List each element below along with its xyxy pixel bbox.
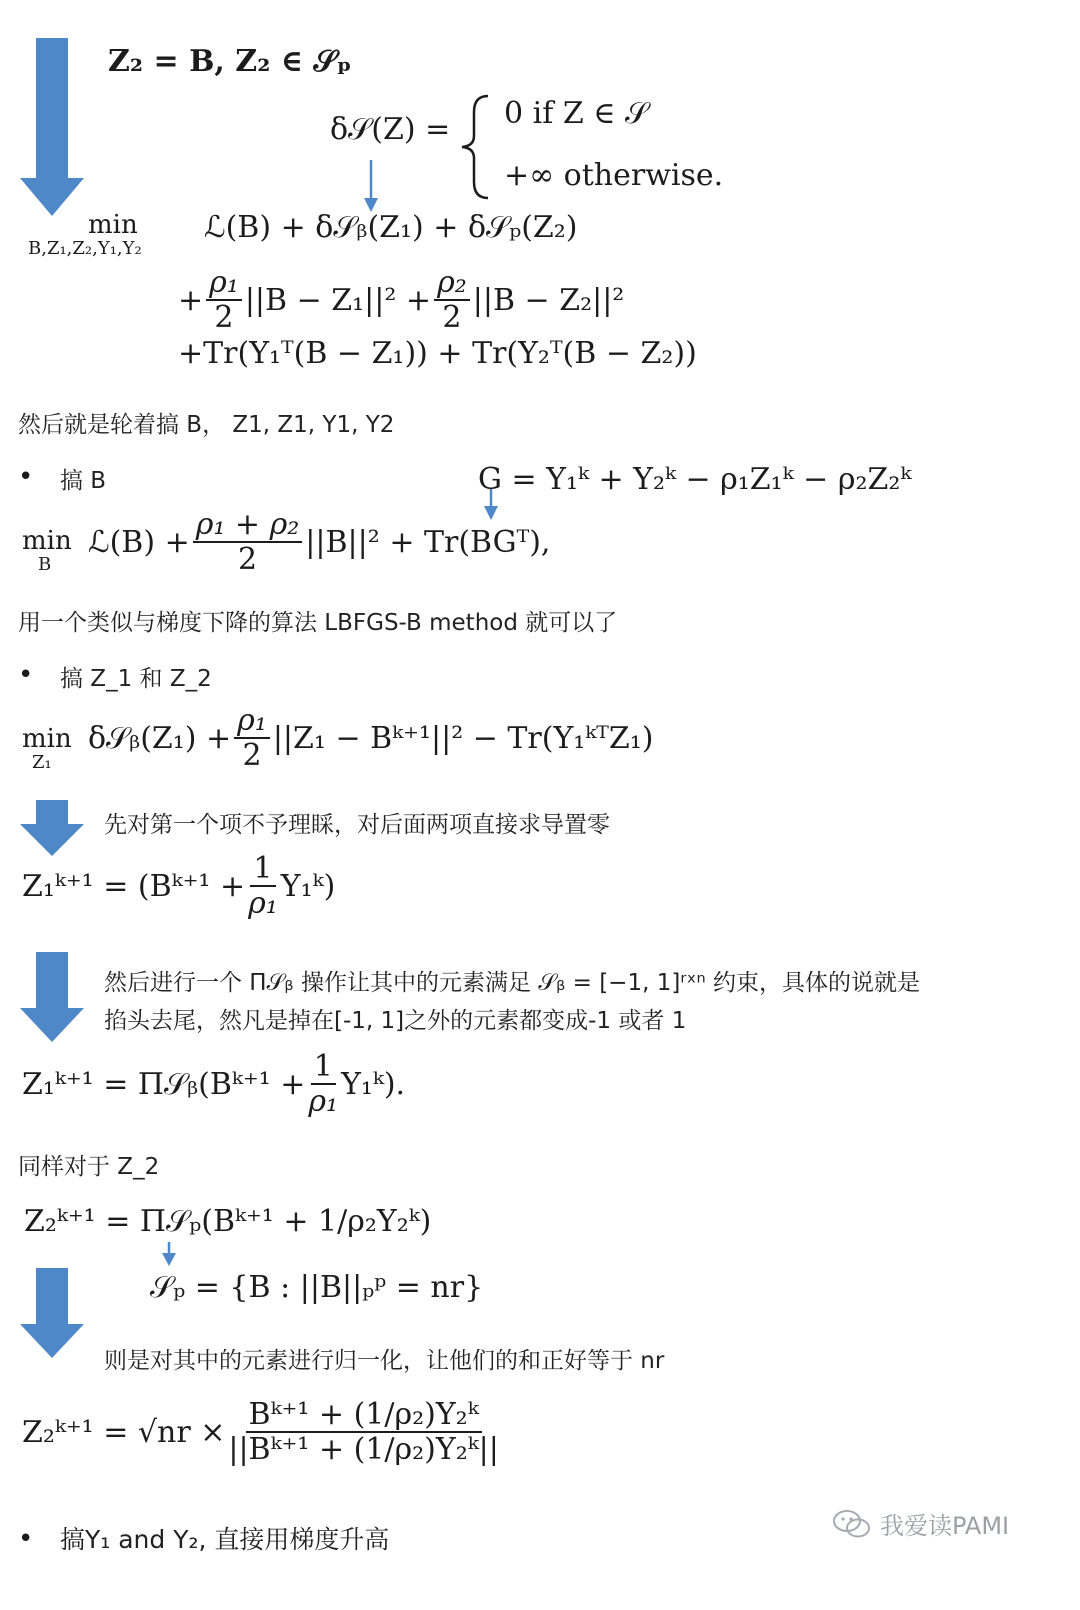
paragraph-normalize: 则是对其中的元素进行归一化，让他们的和正好等于 nr <box>104 1348 665 1374</box>
fraction-rho2-over-2 <box>434 266 470 336</box>
watermark <box>832 1506 1009 1541</box>
fraction-rho1-over-2 <box>234 704 270 774</box>
numerator: ρ₁ <box>234 704 270 739</box>
plus-sign: + <box>178 283 204 319</box>
paragraph-lbfgs: 用一个类似与梯度下降的算法 LBFGS-B method 就可以了 <box>18 610 618 636</box>
z1-projection-rhs: Y₁ᵏ). <box>341 1067 406 1103</box>
min-label: min <box>22 724 72 754</box>
numerator: 1 <box>311 1050 336 1085</box>
z2-final-lhs: Z₂ᵏ⁺¹ = √nr × <box>22 1415 226 1451</box>
min-subscript: B,Z₁,Z₂,Y₁,Y₂ <box>28 238 142 259</box>
min-label: min <box>88 210 138 240</box>
min-b-objective <box>88 508 550 578</box>
z1-update-equation <box>22 852 335 922</box>
bullet-icon: • <box>18 462 34 492</box>
down-arrow-icon <box>18 800 86 858</box>
z1-projection-lhs: Z₁ᵏ⁺¹ = Π𝒮ᵦ(Bᵏ⁺¹ + <box>22 1067 306 1103</box>
objective-line-1: ℒ(B) + δ𝒮ᵦ(Z₁) + δ𝒮ₚ(Z₂) <box>204 210 578 245</box>
objective-line-2 <box>178 266 624 336</box>
numerator: Bᵏ⁺¹ + (1/ρ₂)Y₂ᵏ <box>246 1398 482 1433</box>
bullet-solve-b: 搞 B <box>60 468 107 494</box>
norm-term-2: ||B − Z₂||² <box>472 283 625 319</box>
indicator-case-1: 0 if Z ∈ 𝒮 <box>504 96 649 131</box>
norm-term-1: ||B − Z₁||² + <box>244 283 432 319</box>
numerator: ρ₁ + ρ₂ <box>193 508 303 543</box>
bullet-solve-z: 搞 Z_1 和 Z_2 <box>60 666 212 692</box>
paragraph-same-for-z2: 同样对于 Z_2 <box>18 1154 160 1180</box>
min-z1-objective <box>88 704 653 774</box>
fraction-rho1-over-2 <box>206 266 242 336</box>
paragraph-projection-1: 然后进行一个 Π𝒮ᵦ 操作让其中的元素满足 𝒮ᵦ = [−1, 1]ʳˣⁿ 约束，具体的说就是 <box>104 970 920 996</box>
z1-projection-equation <box>22 1050 405 1120</box>
fraction-1-over-rho1 <box>248 852 278 922</box>
bullet-icon: • <box>18 660 34 690</box>
norm-trace-term: ||Z₁ − Bᵏ⁺¹||² − Tr(Y₁ᵏᵀZ₁) <box>272 721 654 757</box>
numerator: ρ₁ <box>206 266 242 301</box>
denominator: ||Bᵏ⁺¹ + (1/ρ₂)Y₂ᵏ|| <box>228 1432 499 1467</box>
denominator: 2 <box>242 738 262 773</box>
min-subscript: Z₁ <box>32 752 52 773</box>
numerator: 1 <box>250 852 275 887</box>
watermark-text: 我爱读PAMI <box>880 1512 1010 1540</box>
z2-final-equation <box>22 1398 502 1468</box>
brace-icon <box>456 92 496 202</box>
z2-projection-equation: Z₂ᵏ⁺¹ = Π𝒮ₚ(Bᵏ⁺¹ + 1/ρ₂Y₂ᵏ) <box>24 1204 432 1239</box>
paragraph-alternate: 然后就是轮着搞 B， Z1, Z1, Y1, Y2 <box>18 412 395 438</box>
indicator-term: δ𝒮ᵦ(Z₁) + <box>88 721 232 757</box>
down-arrow-icon <box>18 38 86 218</box>
denominator: ρ₁ <box>308 1084 339 1119</box>
norm-trace-term: ||B||² + Tr(BGᵀ), <box>305 525 551 561</box>
wechat-icon <box>832 1508 872 1540</box>
bullet-solve-y: 搞Y₁ and Y₂, 直接用梯度升高 <box>60 1525 390 1554</box>
denominator: 2 <box>214 300 234 335</box>
fraction-normalized <box>228 1398 499 1468</box>
indicator-case-2: +∞ otherwise. <box>504 158 724 193</box>
z1-update-rhs: Y₁ᵏ) <box>280 869 336 905</box>
sp-set-definition: 𝒮ₚ = {B : ||B||ₚᵖ = nr} <box>150 1270 484 1305</box>
min-label: min <box>22 526 72 556</box>
indicator-function-lhs: δ𝒮(Z) = <box>330 112 451 147</box>
fraction-1-over-rho1 <box>308 1050 338 1120</box>
g-definition: G = Y₁ᵏ + Y₂ᵏ − ρ₁Z₁ᵏ − ρ₂Z₂ᵏ <box>478 462 912 497</box>
fraction-rho-sum-over-2 <box>193 508 303 578</box>
numerator: ρ₂ <box>434 266 470 301</box>
down-arrow-icon <box>18 1268 86 1360</box>
z1-update-lhs: Z₁ᵏ⁺¹ = (Bᵏ⁺¹ + <box>22 869 246 905</box>
pointer-arrow-icon <box>160 1242 178 1268</box>
equation-z2-equals-b: Z₂ = B, Z₂ ∈ 𝒮ₚ <box>108 44 352 79</box>
loss-term: ℒ(B) + <box>88 525 190 561</box>
objective-line-3: +Tr(Y₁ᵀ(B − Z₁)) + Tr(Y₂ᵀ(B − Z₂)) <box>178 336 697 371</box>
bullet-icon: • <box>18 1524 34 1554</box>
paragraph-derivative: 先对第一个项不予理睬，对后面两项直接求导置零 <box>104 812 610 838</box>
denominator: 2 <box>442 300 462 335</box>
denominator: 2 <box>237 542 258 577</box>
min-subscript: B <box>38 554 52 575</box>
paragraph-projection-2: 掐头去尾，然凡是掉在[-1, 1]之外的元素都变成-1 或者 1 <box>104 1008 687 1034</box>
denominator: ρ₁ <box>248 886 278 921</box>
pointer-arrow-icon <box>362 160 380 214</box>
down-arrow-icon <box>18 952 86 1044</box>
